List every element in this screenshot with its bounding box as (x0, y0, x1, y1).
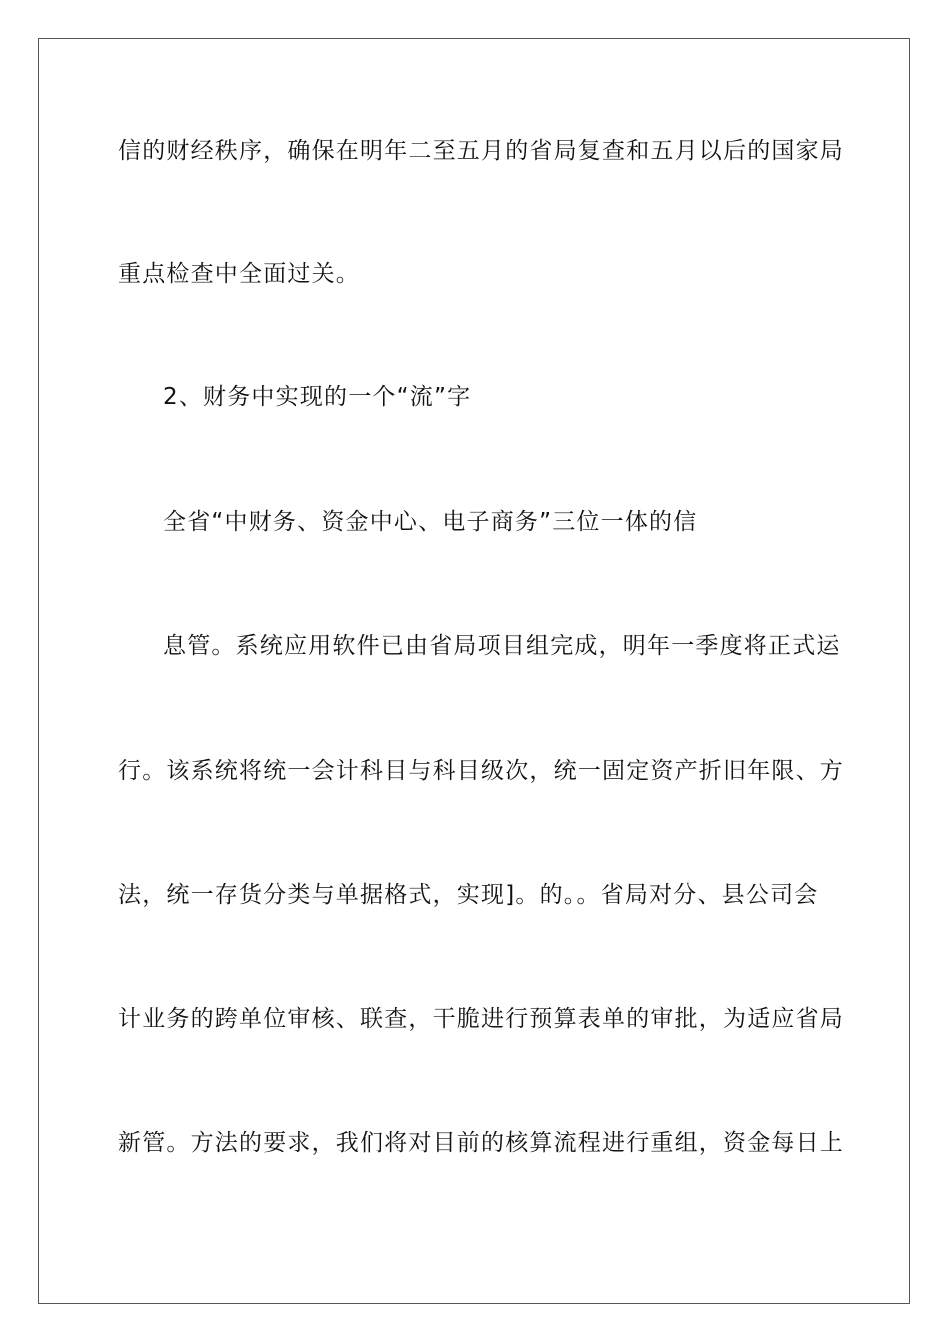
paragraph-line-4: 息管。系统应用软件已由省局项目组完成，明年一季度将正式运 (163, 633, 841, 659)
paragraph-line-8: 新管。方法的要求，我们将对目前的核算流程进行重组，资金每日上 (118, 1130, 844, 1156)
paragraph-line-1: 信的财经秩序，确保在明年二至五月的省局复查和五月以后的国家局 (118, 138, 844, 164)
paragraph-line-7: 计业务的跨单位审核、联查，干脆进行预算表单的审批，为适应省局 (118, 1006, 844, 1032)
paragraph-line-6: 法，统一存货分类与单据格式，实现]。的。。省局对分、县公司会 (118, 882, 819, 908)
section-heading: 2、财务中实现的一个“流”字 (163, 384, 472, 410)
paragraph-line-3: 全省“中财务、资金中心、电子商务”三位一体的信 (163, 509, 698, 535)
page-border (38, 38, 910, 1304)
paragraph-line-2: 重点检查中全面过关。 (118, 261, 360, 287)
paragraph-line-5: 行。该系统将统一会计科目与科目级次，统一固定资产折旧年限、方 (118, 758, 844, 784)
